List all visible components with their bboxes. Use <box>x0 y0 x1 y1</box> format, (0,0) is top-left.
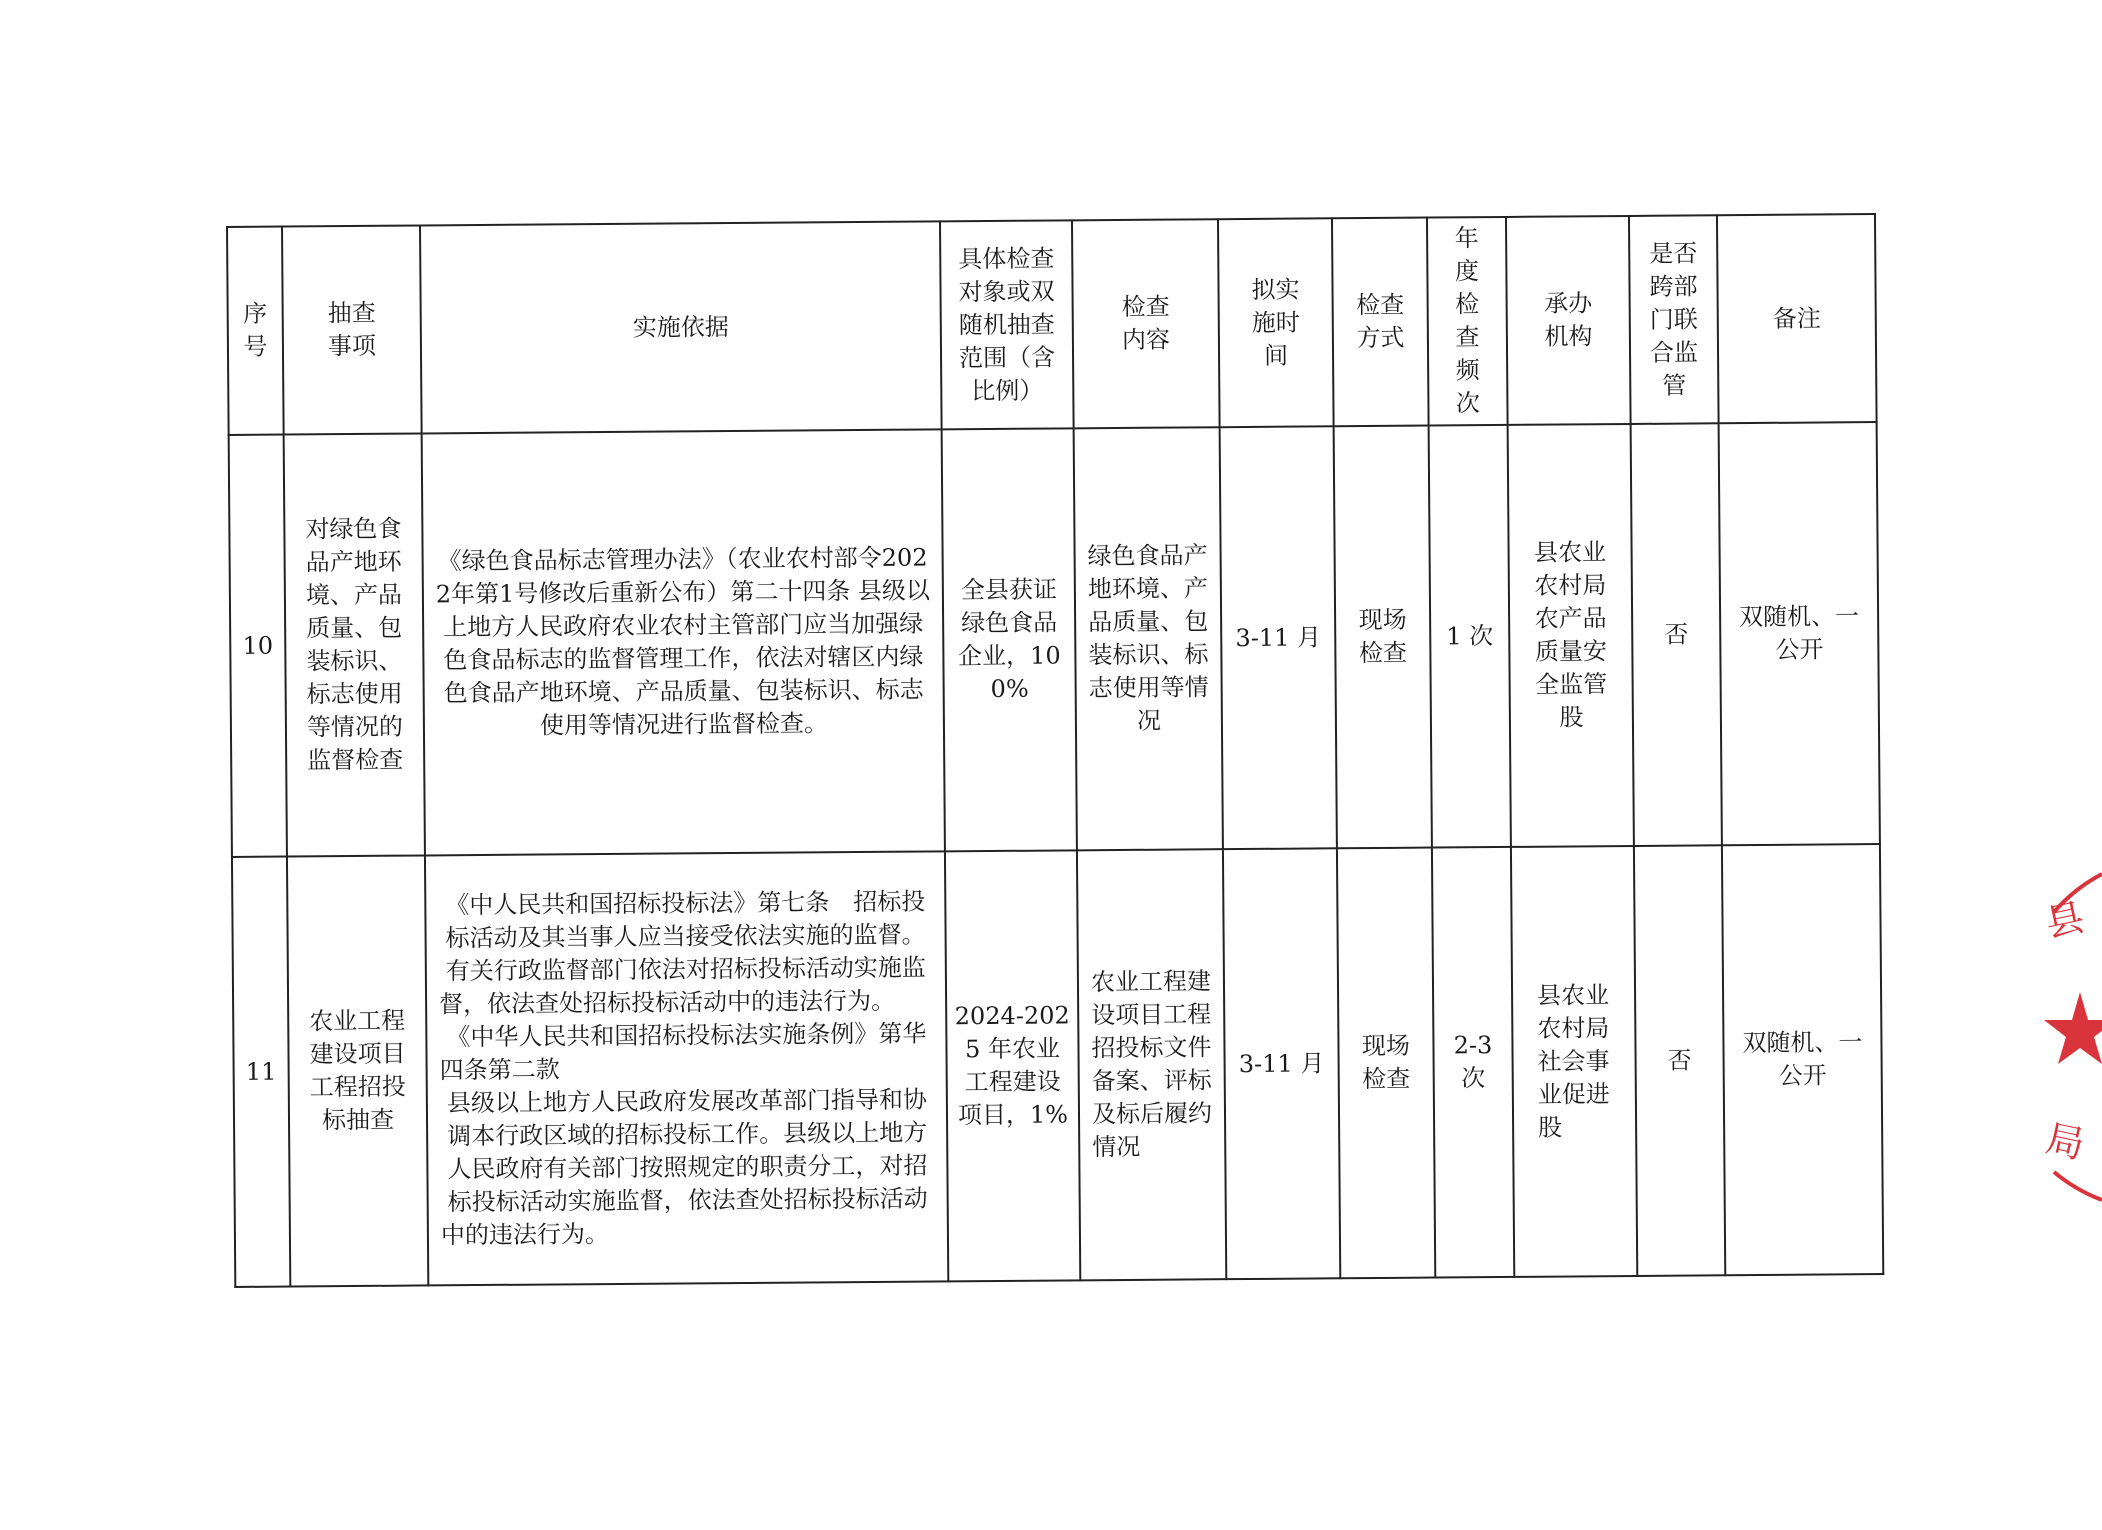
cell-joint: 否 <box>1634 845 1725 1276</box>
cell-method: 现场检查 <box>1334 426 1432 849</box>
cell-basis: 《绿色食品标志管理办法》（农业农村部令2022年第1号修改后重新公布）第二十四条 县级以上地方人民政府农业农村主管部门应当加强绿色食品标志的监督管理工作，依法对辖区内绿色食品产地环境、产品质量、包装标识、标志使用等情况进行监督检查。 <box>422 429 945 855</box>
cell-content: 农业工程建设项目工程招投标文件备案、评标及标后履约情况 <box>1077 849 1226 1280</box>
basis-paragraph: 《中人民共和国招标投标法》第七条 招标投标活动及其当事人应当接受依法实施的监督。有关行政监督部门依法对招标投标活动实施监督，依法查处招标投标活动中的违法行为。 <box>439 887 926 1018</box>
table-row <box>232 844 1883 1287</box>
cell-method: 现场检查 <box>1337 848 1435 1279</box>
cell-joint: 否 <box>1631 423 1722 846</box>
cell-org: 县农业农村局社会事业促进股 <box>1511 846 1637 1277</box>
basis-paragraph: 《中华人民共和国招标投标法实施条例》第华四条第二款 <box>439 1019 927 1084</box>
cell-content: 绿色食品产地环境、产品质量、包装标识、标志使用等情况 <box>1074 427 1223 850</box>
cell-frequency: 2-3 次 <box>1432 847 1514 1278</box>
cell-item: 农业工程建设项目工程招投标抽查 <box>287 855 428 1286</box>
header-joint: 是否跨部门联合监管 <box>1629 215 1719 424</box>
header-content: 检查内容 <box>1072 219 1220 428</box>
cell-org: 县农业农村局农产品质量安全监管股 <box>1508 424 1634 847</box>
header-org: 承办机构 <box>1506 216 1631 425</box>
cell-time: 3-11 月 <box>1220 426 1337 849</box>
header-remark: 备注 <box>1717 214 1877 423</box>
basis-paragraph: 县级以上地方人民政府发展改革部门指导和协调本行政区域的招标投标工作。县级以上地方人民政府有关部门按照规定的职责分工，对招标投标活动实施监督，依法查处招标投标活动中的违法行为。 <box>440 1085 928 1249</box>
header-row <box>227 214 1877 435</box>
cell-time: 3-11 月 <box>1223 848 1340 1279</box>
cell-basis <box>425 851 948 1285</box>
cell-remark: 双随机、一公开 <box>1722 844 1883 1275</box>
table-row <box>229 422 1880 857</box>
header-item: 抽查事项 <box>282 225 422 434</box>
header-scope: 具体检查对象或双随机抽查范围（含比例） <box>940 220 1074 429</box>
header-method: 检查方式 <box>1332 218 1429 427</box>
cell-seq: 11 <box>232 857 290 1287</box>
svg-text:县: 县 <box>2041 894 2088 946</box>
cell-frequency: 1 次 <box>1429 425 1511 848</box>
cell-scope: 全县获证绿色食品企业，100% <box>942 428 1077 851</box>
cell-item: 对绿色食品产地环境、产品质量、包装标识、标志使用等情况的监督检查 <box>284 433 425 856</box>
header-seq: 序号 <box>227 227 284 435</box>
header-basis: 实施依据 <box>420 221 942 433</box>
svg-text:局: 局 <box>2041 1116 2089 1168</box>
cell-remark: 双随机、一公开 <box>1719 422 1880 845</box>
cell-scope: 2024-2025 年农业工程建设项目，1% <box>945 850 1080 1281</box>
header-time: 拟实施时间 <box>1218 218 1334 427</box>
header-frequency: 年度检查频次 <box>1427 217 1508 426</box>
official-seal-stamp <box>2032 872 2102 1202</box>
inspection-table <box>226 213 1884 1288</box>
cell-seq: 10 <box>229 435 287 857</box>
